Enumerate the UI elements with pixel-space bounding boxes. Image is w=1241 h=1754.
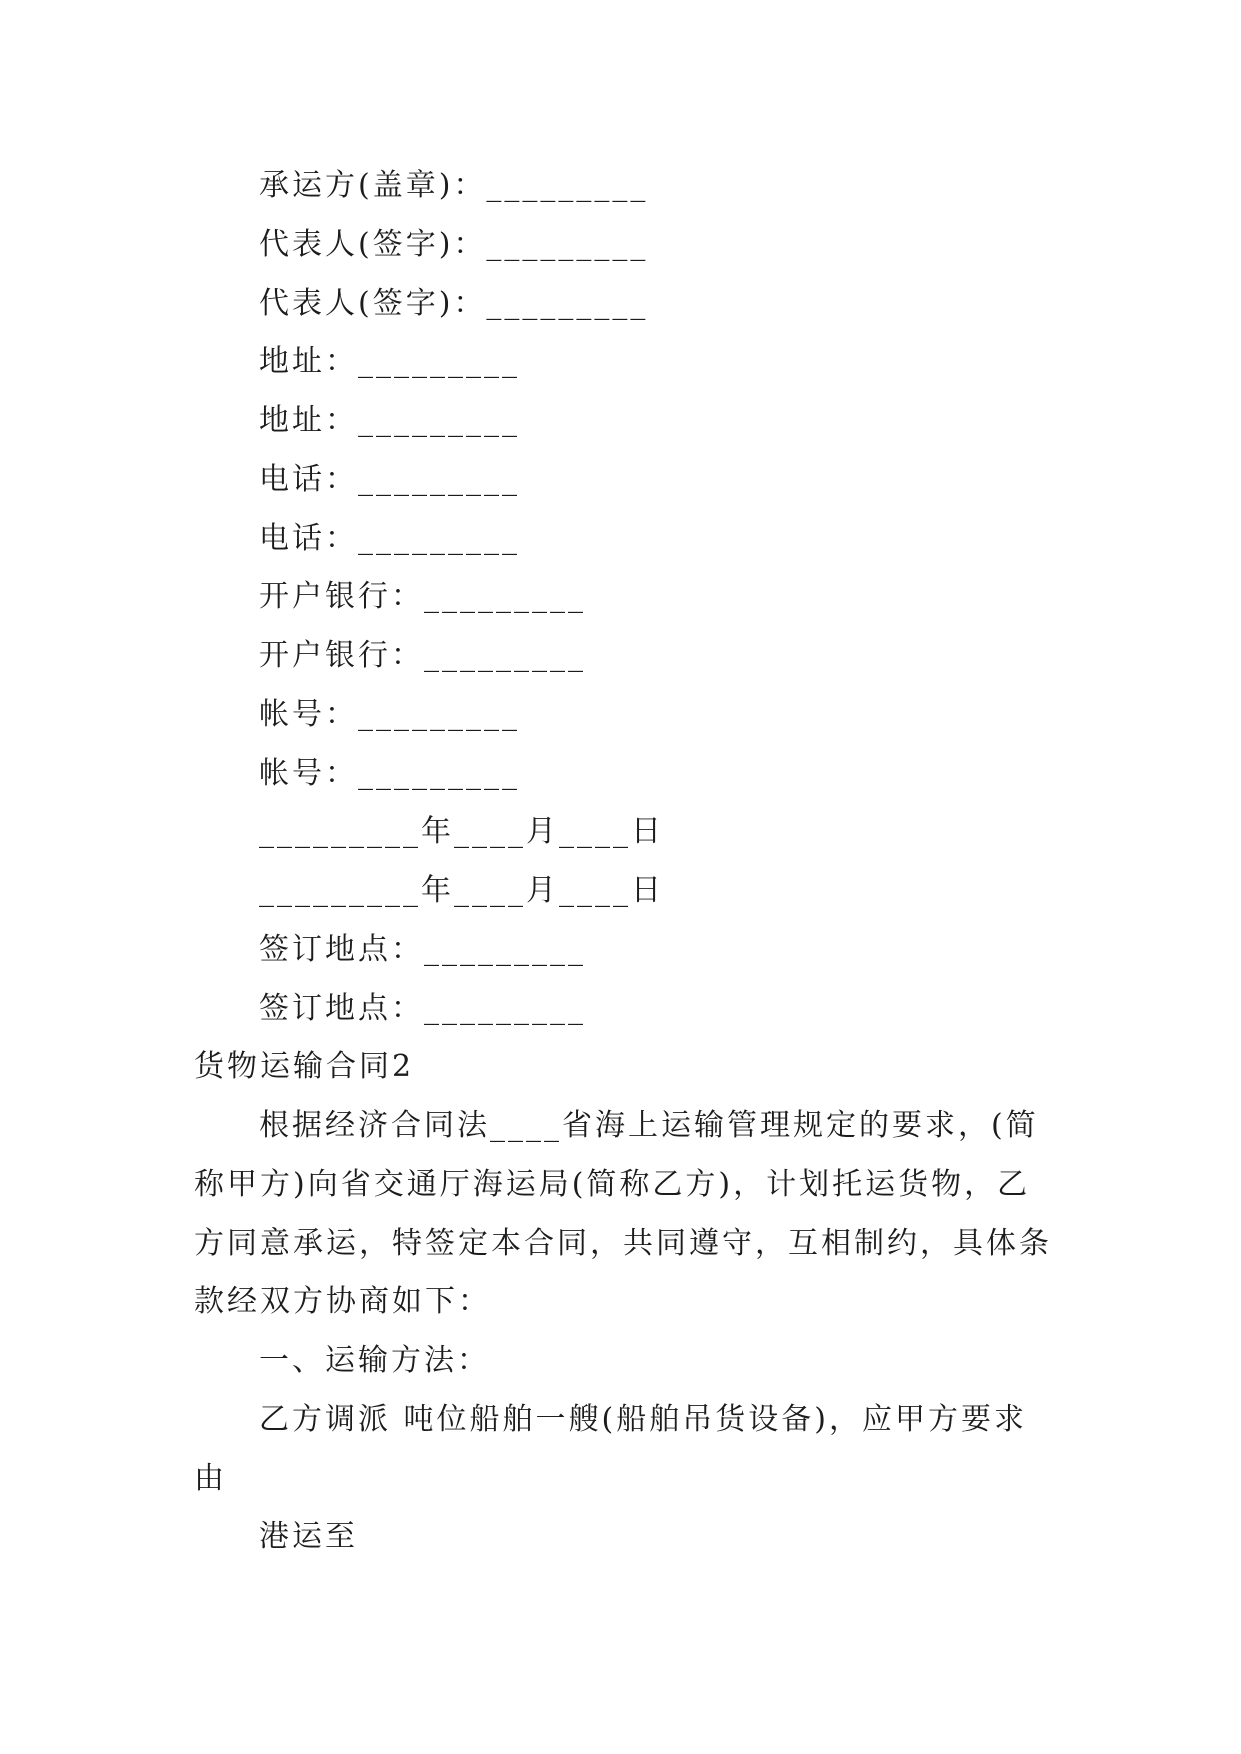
- paragraph-line: 由: [194, 1460, 227, 1496]
- representative-signature-line: 代表人(签字)：_________: [259, 226, 649, 262]
- phone-line: 电话：_________: [259, 520, 520, 556]
- paragraph-line: 方同意承运，特签定本合同，共同遵守，互相制约，具体条: [194, 1225, 1052, 1261]
- address-line: 地址：_________: [259, 344, 520, 380]
- carrier-seal-line: 承运方(盖章)：_________: [259, 168, 649, 203]
- contract-2-section: [194, 1038, 1094, 1567]
- address-line: 地址：_________: [259, 403, 520, 438]
- account-line: 帐号：_________: [259, 696, 520, 732]
- phone-line: 电话：_________: [259, 461, 520, 497]
- section-heading: 一、运输方法：: [259, 1343, 490, 1378]
- signing-place-line: 签订地点：_________: [259, 931, 586, 967]
- bank-line: 开户银行：_________: [259, 579, 586, 615]
- intro-paragraph: [194, 1097, 1094, 1332]
- port-line: 港运至: [259, 1519, 358, 1555]
- contract-title: 货物运输合同2: [194, 1049, 415, 1085]
- paragraph-line: 根据经济合同法____省海上运输管理规定的要求，(简: [259, 1108, 1039, 1143]
- document-page: [194, 157, 1094, 1567]
- date-line: _________年____月____日: [259, 814, 664, 850]
- signature-block: [194, 157, 1094, 1038]
- representative-signature-line: 代表人(签字)：_________: [259, 285, 649, 321]
- bank-line: 开户银行：_________: [259, 638, 586, 673]
- signing-place-line: 签订地点：_________: [259, 990, 586, 1026]
- date-line: _________年____月____日: [259, 873, 664, 908]
- paragraph-line: 乙方调派 吨位船舶一艘(船舶吊货设备)，应甲方要求: [259, 1401, 1027, 1437]
- paragraph-line: 称甲方)向省交通厅海运局(简称乙方)，计划托运货物，乙: [194, 1166, 1031, 1202]
- section-1-paragraph: [194, 1391, 1094, 1509]
- paragraph-line: 款经双方协商如下：: [194, 1284, 491, 1320]
- account-line: 帐号：_________: [259, 755, 520, 791]
